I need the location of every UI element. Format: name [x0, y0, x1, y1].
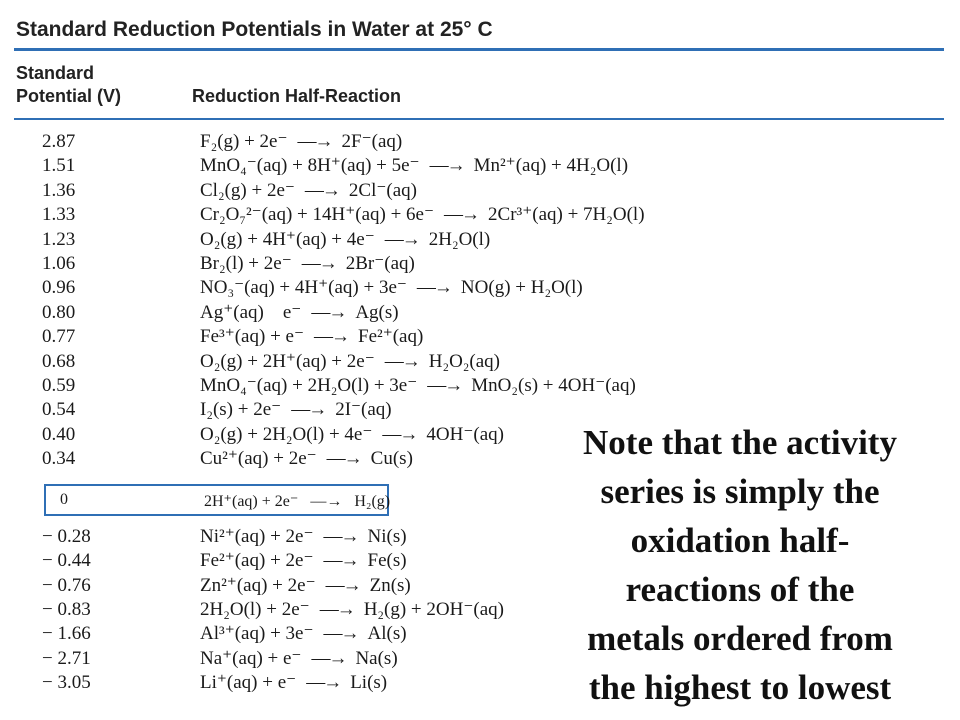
- hydrogen-potential: 0: [60, 491, 68, 508]
- potential-value: − 2.71: [42, 647, 91, 669]
- potential-value: 2.87: [42, 131, 76, 152]
- half-reaction: [200, 374, 636, 398]
- reactants: Ni²⁺(aq) + 2e⁻: [200, 526, 314, 547]
- half-reaction: [200, 325, 423, 349]
- reactants: I₂(s) + 2e⁻: [200, 399, 282, 421]
- arrow-icon: —→: [297, 131, 332, 152]
- products: 2Cr³⁺(aq) + 7H₂O(l): [488, 204, 645, 226]
- arrow-icon: —→: [427, 375, 462, 396]
- half-reaction: [200, 228, 490, 252]
- hydrogen-reference-row: [44, 484, 389, 516]
- reactants: Br₂(l) + 2e⁻: [200, 253, 292, 274]
- half-reaction: [200, 252, 415, 276]
- note-line-6: the highest to lowest: [588, 668, 892, 707]
- potential-value: 0.59: [42, 375, 76, 396]
- arrow-icon: —→: [306, 671, 341, 693]
- half-reaction: [200, 350, 500, 374]
- hydrogen-rhs: H₂(g): [354, 493, 391, 510]
- potential-value: − 0.44: [42, 550, 91, 572]
- reactants: Cr₂O₇²⁻(aq) + 14H⁺(aq) + 6e⁻: [200, 204, 435, 226]
- reactants: 2H₂O(l) + 2e⁻: [200, 598, 310, 620]
- note-line-4: reactions of the: [625, 570, 855, 609]
- reactants: Ag⁺(aq) e⁻: [200, 301, 302, 323]
- reactants: F₂(g) + 2e⁻: [200, 131, 288, 152]
- reactants: MnO₄⁻(aq) + 2H₂O(l) + 3e⁻: [200, 375, 418, 396]
- potential-value: 0.77: [42, 326, 76, 348]
- half-reaction: [200, 130, 402, 154]
- arrow-icon: —→: [429, 155, 464, 177]
- half-reaction: [200, 398, 392, 422]
- half-reaction: [200, 549, 407, 573]
- arrow-icon: —→: [314, 326, 348, 348]
- reactants: Fe²⁺(aq) + 2e⁻: [200, 550, 314, 572]
- potential-value: 0.68: [42, 350, 76, 372]
- products: Ag(s): [355, 301, 399, 323]
- potential-value: − 0.83: [42, 598, 91, 620]
- arrow-icon: —→: [319, 598, 354, 620]
- reactants: Li⁺(aq) + e⁻: [200, 671, 297, 693]
- potential-value: 1.36: [42, 179, 76, 201]
- potential-value: − 0.28: [42, 526, 91, 547]
- note-line-3: oxidation half-: [630, 521, 850, 560]
- note-line-2: series is simply the: [600, 472, 880, 511]
- reactants: Cu²⁺(aq) + 2e⁻: [200, 448, 317, 470]
- potential-value: − 3.05: [42, 671, 91, 693]
- potential-value: 0.34: [42, 448, 76, 470]
- arrow-icon: —→: [301, 253, 336, 274]
- products: MnO₂(s) + 4OH⁻(aq): [471, 375, 636, 396]
- products: H₂(g) + 2OH⁻(aq): [363, 598, 504, 620]
- half-reaction: [200, 671, 387, 695]
- reactants: Fe³⁺(aq) + e⁻: [200, 326, 304, 348]
- reactants: Zn²⁺(aq) + 2e⁻: [200, 574, 316, 596]
- half-reaction: [200, 525, 407, 549]
- potential-value: 0.54: [42, 399, 76, 421]
- half-reaction: [200, 622, 407, 646]
- half-reaction: [200, 203, 645, 227]
- potential-value: − 1.66: [42, 623, 91, 645]
- half-reaction: [200, 423, 504, 447]
- products: 2I⁻(aq): [335, 399, 392, 421]
- potential-value: 0.40: [42, 423, 76, 445]
- potential-value: 0.96: [42, 277, 76, 299]
- potential-value: 1.23: [42, 228, 76, 250]
- half-reaction: [200, 301, 399, 325]
- products: 2F⁻(aq): [341, 131, 403, 152]
- products: Fe²⁺(aq): [358, 326, 424, 348]
- half-reaction: [200, 447, 413, 471]
- arrow-icon: —→: [304, 179, 339, 201]
- arrow-icon: —→: [444, 204, 479, 226]
- half-reaction: [200, 574, 411, 598]
- note-line-5: metals ordered from: [587, 619, 893, 658]
- products: Zn(s): [369, 574, 411, 596]
- reactants: Na⁺(aq) + e⁻: [200, 647, 302, 669]
- half-reaction: [200, 154, 628, 178]
- potential-value: 0.80: [42, 301, 76, 323]
- arrow-icon: —→: [384, 228, 419, 250]
- half-reaction: [200, 598, 504, 622]
- reactants: O₂(g) + 4H⁺(aq) + 4e⁻: [200, 228, 375, 250]
- products: Ni(s): [367, 526, 407, 547]
- products: Na(s): [355, 647, 398, 669]
- potential-value: 1.33: [42, 204, 76, 226]
- arrow-icon: —→: [323, 623, 358, 645]
- arrow-icon: —→: [311, 301, 346, 323]
- hydrogen-reaction: [204, 491, 390, 511]
- reactants: O₂(g) + 2H⁺(aq) + 2e⁻: [200, 350, 375, 372]
- products: NO(g) + H₂O(l): [460, 277, 583, 299]
- reactants: MnO₄⁻(aq) + 8H⁺(aq) + 5e⁻: [200, 155, 420, 177]
- title-rule: [14, 48, 944, 51]
- arrow-icon: —→: [291, 399, 326, 421]
- products: Li(s): [350, 671, 388, 693]
- reactants: O₂(g) + 2H₂O(l) + 4e⁻: [200, 423, 373, 445]
- reactants: NO₃⁻(aq) + 4H⁺(aq) + 3e⁻: [200, 277, 407, 299]
- products: Fe(s): [367, 550, 407, 572]
- arrow-icon: —→: [323, 550, 358, 572]
- reactants: Cl₂(g) + 2e⁻: [200, 179, 295, 201]
- products: 2Br⁻(aq): [345, 253, 415, 274]
- reactants: Al³⁺(aq) + 3e⁻: [200, 623, 314, 645]
- products: 2H₂O(l): [428, 228, 491, 250]
- arrow-icon: —→: [326, 448, 361, 470]
- arrow-icon: —→: [310, 493, 343, 510]
- column-header-potential-line1: Standard: [16, 63, 95, 83]
- arrow-icon: —→: [323, 526, 358, 547]
- half-reaction: [200, 647, 398, 671]
- arrow-icon: —→: [311, 647, 346, 669]
- arrow-icon: —→: [325, 574, 360, 596]
- arrow-icon: —→: [384, 350, 419, 372]
- products: Mn²⁺(aq) + 4H₂O(l): [473, 155, 629, 177]
- table-title: Standard Reduction Potentials in Water at 25° C: [16, 18, 493, 41]
- products: 2Cl⁻(aq): [348, 179, 417, 201]
- potential-value: 1.06: [42, 253, 76, 274]
- note-line-1: Note that the activity: [583, 423, 897, 462]
- header-rule: [14, 118, 944, 120]
- activity-series-note: [540, 418, 940, 712]
- column-header-potential-line2: Potential (V): [16, 86, 122, 106]
- half-reaction: [200, 276, 583, 300]
- potential-value: 1.51: [42, 155, 76, 177]
- products: Cu(s): [370, 448, 413, 470]
- products: 4OH⁻(aq): [426, 423, 504, 445]
- half-reaction: [200, 179, 417, 203]
- arrow-icon: —→: [416, 277, 451, 299]
- hydrogen-lhs: 2H⁺(aq) + 2e⁻: [204, 493, 299, 510]
- products: Al(s): [367, 623, 407, 645]
- products: H₂O₂(aq): [428, 350, 501, 372]
- arrow-icon: —→: [382, 423, 417, 445]
- column-header-reaction: Reduction Half-Reaction: [192, 86, 402, 106]
- potential-value: − 0.76: [42, 574, 91, 596]
- column-header-potential: [16, 62, 121, 108]
